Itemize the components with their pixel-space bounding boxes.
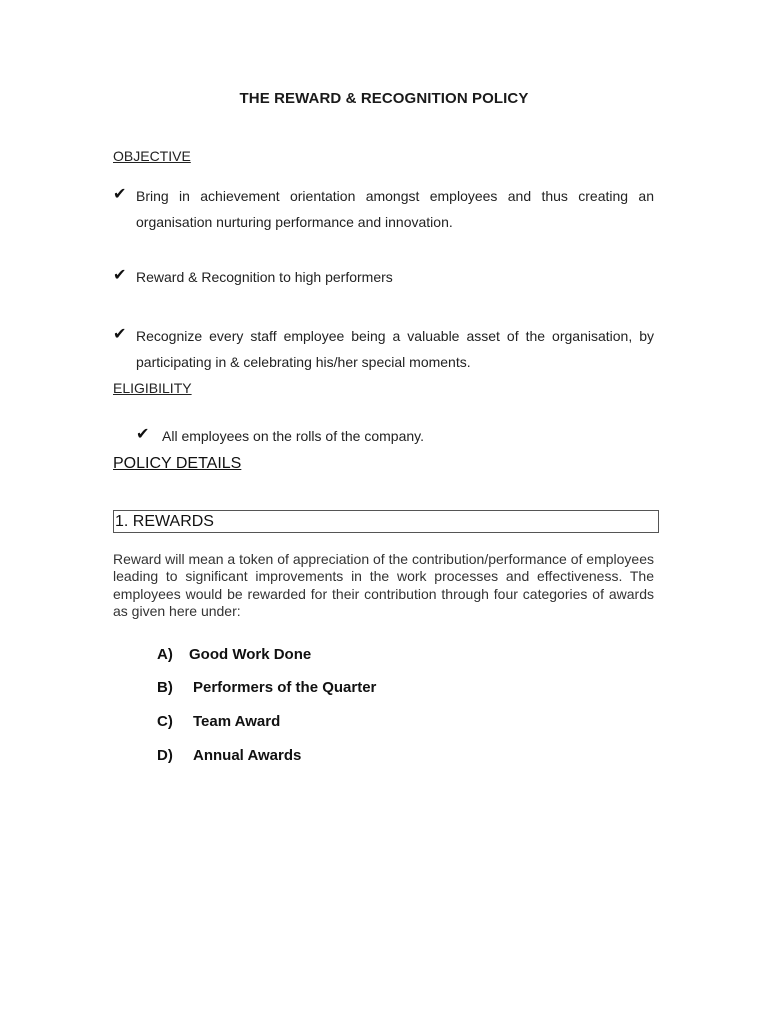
objective-item-2: Reward & Recognition to high performers: [136, 269, 393, 285]
award-name: Team Award: [193, 713, 281, 730]
policy-details-heading: POLICY DETAILS: [113, 455, 242, 472]
document-title: THE REWARD & RECOGNITION POLICY: [239, 90, 529, 107]
award-item-c: [157, 713, 280, 730]
award-letter: C): [157, 713, 173, 730]
checkmark-icon: ✔: [113, 324, 127, 343]
rewards-section-heading: 1. REWARDS: [113, 510, 659, 533]
checkmark-icon: ✔: [113, 265, 127, 284]
checkmark-icon: ✔: [113, 184, 127, 203]
award-item-b: [157, 679, 376, 696]
rewards-description: Reward will mean a token of appreciation of the contribution/performance of employees leading to significant improvements in the work processes and effectiveness. The employees would be rewarded for their contribution through four categories of awards as given here under:: [113, 551, 654, 619]
objective-item-3: Recognize every staff employee being a valuable asset of the organisation, by participating in & celebrating his/her special moments.: [136, 328, 654, 370]
award-letter: A): [157, 646, 173, 663]
award-letter: B): [157, 679, 173, 696]
award-item-a: [157, 646, 311, 663]
award-letter: D): [157, 747, 173, 764]
eligibility-item-1: All employees on the rolls of the company.: [162, 428, 424, 444]
award-name: Annual Awards: [193, 747, 302, 764]
award-name: Good Work Done: [189, 646, 312, 663]
award-name: Performers of the Quarter: [193, 679, 377, 696]
objective-label: OBJECTIVE: [113, 148, 191, 164]
objective-item-1: Bring in achievement orientation amongst employees and thus creating an organisation nurturing performance and innovation.: [136, 188, 654, 230]
award-item-d: [157, 747, 301, 764]
checkmark-icon: ✔: [136, 424, 150, 443]
eligibility-label: ELIGIBILITY: [113, 380, 192, 396]
